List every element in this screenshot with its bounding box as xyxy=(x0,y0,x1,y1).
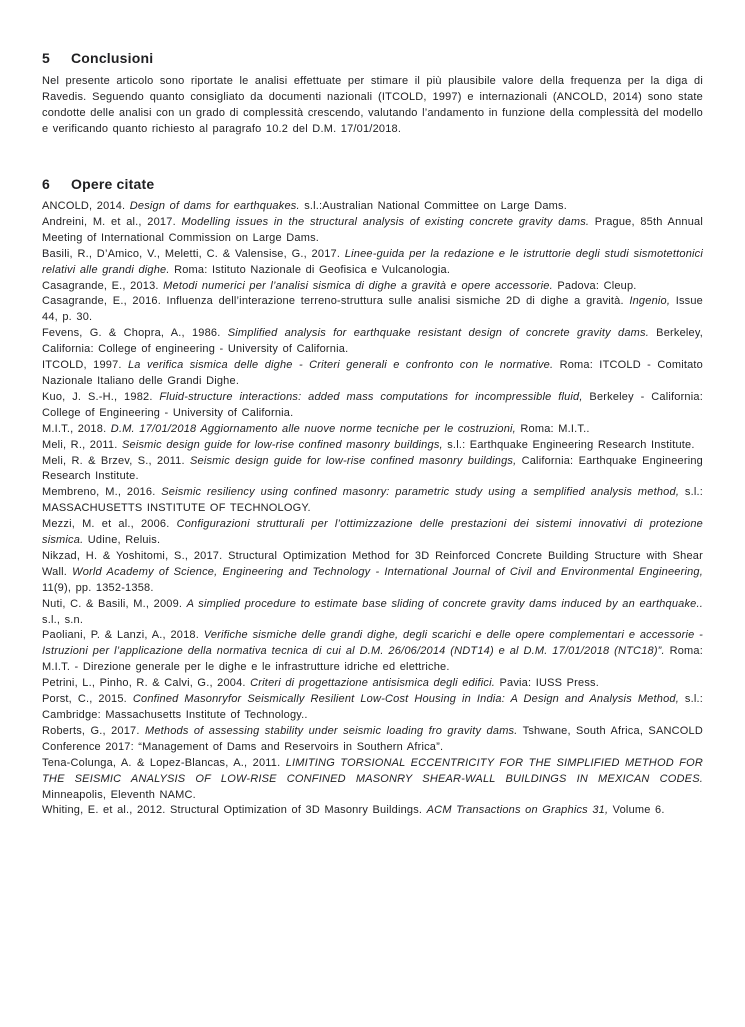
reference-segment: Nikzad, H. & Yoshitomi, S., 2017. Structural Optimization Method for 3D Reinforced Concrete Building Structure with Shear Wall. xyxy=(42,549,703,578)
reference-segment: Tshwane, South Africa, SANCOLD Conference 2017: “Management of Dams and Reservoirs in Southern Africa”. xyxy=(42,724,703,753)
reference-entry xyxy=(42,438,703,454)
reference-entry xyxy=(42,803,703,819)
reference-segment: Whiting, E. et al., 2012. Structural Optimization of 3D Masonry Buildings. xyxy=(42,804,427,817)
reference-segment: Modelling issues in the structural analysis of existing concrete gravity dams. xyxy=(181,215,590,228)
reference-segment: Petrini, L., Pinho, R. & Calvi, G., 2004. xyxy=(42,677,251,690)
reference-segment: Ingenio, xyxy=(629,295,671,308)
reference-segment: Meli, R., 2011. xyxy=(42,438,122,451)
reference-entry xyxy=(42,247,703,279)
reference-segment: Seismic design guide for low-rise confined masonry buildings, xyxy=(121,438,443,451)
reference-segment: s.l.: Cambridge: Massachusetts Institute of Technology.. xyxy=(42,693,703,721)
reference-segment: Paoliani, P. & Lanzi, A., 2018. xyxy=(42,629,204,642)
reference-segment: Basili, R., D’Amico, V., Meletti, C. & Valensise, G., 2017. xyxy=(42,247,345,260)
section-heading-conclusioni xyxy=(42,49,703,67)
reference-segment: Nuti, C. & Basili, M., 2009. xyxy=(42,597,187,610)
section-number: 6 xyxy=(42,176,50,192)
reference-segment: Mezzi, M. et al., 2006. xyxy=(42,518,177,531)
reference-segment: Design of dams for earthquakes. xyxy=(129,200,300,212)
reference-segment: Casagrande, E., 2013. xyxy=(42,279,164,292)
reference-segment: Verifiche sismiche delle grandi dighe, degli scarichi e delle opere complementari e accessorie - Istruzioni per l’applicazione della normativa tecnica di cui al D.M. 26/06/2014 (NDT14) e al D.M. 17/01/2018 (NTC18)”. xyxy=(42,629,703,658)
reference-entry xyxy=(42,390,703,422)
reference-segment: Berkeley - California: College of Engineering - University of California. xyxy=(42,390,703,419)
reference-entry xyxy=(42,454,703,486)
reference-entry xyxy=(42,279,703,295)
reference-entry xyxy=(42,199,703,215)
reference-entry xyxy=(42,549,703,597)
reference-segment: Roma: M.I.T.. xyxy=(515,422,590,435)
section-conclusioni xyxy=(42,49,703,137)
reference-segment: Andreini, M. et al., 2017. xyxy=(42,215,182,228)
reference-segment: Configurazioni strutturali per l’ottimizzazione delle prestazioni dei sistemi innovativi di protezione sismica. xyxy=(42,518,703,547)
reference-segment: Roma: M.I.T. - Direzione generale per le dighe e le infrastrutture idriche ed elettriche. xyxy=(42,645,703,674)
reference-segment: ITCOLD, 1997. xyxy=(42,359,128,372)
reference-segment: Pavia: IUSS Press. xyxy=(495,677,600,690)
reference-segment: Porst, C., 2015. xyxy=(42,693,133,706)
reference-segment: Issue 44, p. 30. xyxy=(42,295,703,324)
reference-segment: Kuo, J. S.-H., 1982. xyxy=(42,390,160,403)
reference-entry xyxy=(42,358,703,390)
reference-entry xyxy=(42,597,703,629)
reference-segment: M.I.T., 2018. xyxy=(42,422,111,435)
reference-segment: Prague, 85th Annual Meeting of International Commission on Large Dams. xyxy=(42,215,703,244)
reference-segment: Padova: Cleup. xyxy=(552,279,637,292)
reference-segment: Volume 6. xyxy=(608,804,665,817)
reference-segment: Berkeley, California: College of engineering - University of California. xyxy=(42,327,704,356)
reference-segment: Metodi numerici per l’analisi sismica di dighe a gravità e opere accessorie. xyxy=(163,279,553,292)
reference-segment: s.l., s.n. xyxy=(42,613,84,626)
reference-segment: Roma: ITCOLD - Comitato Nazionale Italiano delle Grandi Dighe. xyxy=(42,359,703,387)
reference-entry xyxy=(42,517,703,549)
reference-segment: ACM Transactions on Graphics 31, xyxy=(426,804,609,817)
reference-segment: California: Earthquake Engineering Research Institute. xyxy=(42,454,703,483)
reference-segment: 11(9), pp. 1352-1358. xyxy=(42,581,154,594)
reference-entry xyxy=(42,724,703,756)
section-opere-citate xyxy=(42,175,703,819)
reference-segment: World Academy of Science, Engineering and Technology - International Journal of Civil and Environmental Engineering, xyxy=(72,565,703,578)
reference-segment: Linee-guida per la redazione e le istruttorie degli studi sismotettonici relativi alle grandi dighe. xyxy=(42,247,704,276)
reference-segment: Criteri di progettazione antisismica degli edifici. xyxy=(250,677,496,690)
reference-segment: LIMITING TORSIONAL ECCENTRICITY FOR THE SIMPLIFIED METHOD FOR THE SEISMIC ANALYSIS OF LOW-RISE CONFINED MASONRY SHEAR-WALL BUILDINGS IN MEXICAN CODES. xyxy=(42,756,704,785)
reference-entry xyxy=(42,326,703,358)
reference-entry xyxy=(42,485,703,517)
section-title: Conclusioni xyxy=(71,50,154,66)
reference-segment: Simplified analysis for earthquake resistant design of concrete gravity dams. xyxy=(227,327,649,340)
reference-segment: D.M. 17/01/2018 Aggiornamento alle nuove norme tecniche per le costruzioni, xyxy=(110,422,516,435)
reference-segment: Membreno, M., 2016. xyxy=(42,486,162,499)
reference-segment: Meli, R. & Brzev, S., 2011. xyxy=(42,454,190,467)
reference-segment: Udine, Reluis. xyxy=(83,534,161,547)
reference-segment: La verifica sismica delle dighe - Criteri generali e confronto con le normative. xyxy=(127,359,554,372)
reference-segment: s.l.: Earthquake Engineering Research Institute. xyxy=(442,438,695,451)
reference-segment: s.l.: MASSACHUSETTS INSTITUTE OF TECHNOLOGY. xyxy=(42,486,703,515)
reference-entry xyxy=(42,215,703,247)
reference-segment: A simplied procedure to estimate base sliding of concrete gravity dams induced by an earthquake.. xyxy=(186,597,703,610)
reference-entry xyxy=(42,756,703,804)
reference-entry xyxy=(42,422,703,438)
reference-segment: Minneapolis, Eleventh NAMC. xyxy=(42,788,196,801)
reference-segment: Tena-Colunga, A. & Lopez-Blancas, A., 2011. xyxy=(42,756,286,769)
reference-segment: Casagrande, E., 2016. Influenza dell’interazione terreno-struttura sulle analisi sismiche 2D di dighe a gravità. xyxy=(42,295,630,308)
reference-segment: s.l.:Australian National Committee on Large Dams. xyxy=(299,200,567,212)
reference-segment: Fluid-structure interactions: added mass computations for incompressible fluid, xyxy=(159,390,583,403)
reference-entry xyxy=(42,676,703,692)
reference-segment: Methods of assessing stability under seismic loading fro gravity dams. xyxy=(144,724,518,737)
reference-segment: Roma: Istituto Nazionale di Geofisica e Vulcanologia. xyxy=(169,263,451,276)
reference-entry xyxy=(42,628,703,676)
reference-entry xyxy=(42,692,703,724)
reference-segment: Fevens, G. & Chopra, A., 1986. xyxy=(42,327,228,340)
section-heading-opere-citate xyxy=(42,175,703,193)
reference-segment: Roberts, G., 2017. xyxy=(42,724,145,737)
reference-segment: Confined Masonryfor Seismically Resilient Low-Cost Housing in India: A Design and Analysis Method, xyxy=(132,693,679,706)
reference-segment: ANCOLD, 2014. xyxy=(42,200,130,212)
reference-segment: Seismic resiliency using confined masonry: parametric study using a semplified analysis method, xyxy=(161,486,680,499)
reference-segment: Seismic design guide for low-rise confined masonry buildings, xyxy=(189,454,517,467)
conclusioni-paragraph: Nel presente articolo sono riportate le analisi effettuate per stimare il più plausibile valore della frequenza per la diga di Ravedis. Seguendo quanto consigliato da documenti nazionali (ITCOLD, 1997) e internazionali (ANCOLD, 2014) sono state condotte delle analisi con un grado di complessità crescendo, valutando l’andamento in funzione della complessità del modello e verificando quanto richiesto al paragrafo 10.2 del D.M. 17/01/2018. xyxy=(42,75,703,135)
reference-entry xyxy=(42,294,703,326)
reference-list xyxy=(42,199,703,819)
section-number: 5 xyxy=(42,50,50,66)
section-title: Opere citate xyxy=(71,176,155,192)
